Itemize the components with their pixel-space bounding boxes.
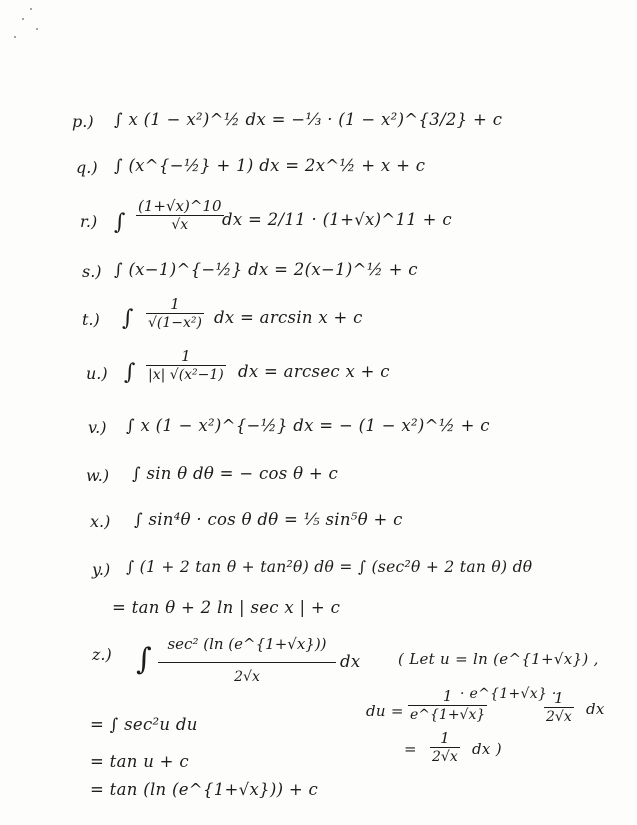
- fraction-bar: [408, 705, 487, 706]
- result-suffix: dx ): [472, 740, 502, 758]
- problem-label: x.): [90, 512, 111, 531]
- problem-label: z.): [92, 645, 112, 664]
- du-fraction-2: [544, 690, 574, 725]
- fraction-denominator: √x: [171, 217, 189, 233]
- fraction-numerator: (1+√x)^10: [138, 197, 222, 215]
- problem-equation: ∫ (1 + 2 tan θ + tan²θ) dθ = ∫ (sec²θ + 2 tan θ) dθ: [126, 558, 533, 576]
- problem-label: s.): [82, 262, 102, 281]
- integral-sign: ∫: [114, 210, 126, 235]
- fraction-denominator: 2√x: [546, 709, 572, 725]
- fraction-denominator: e^{1+√x}: [410, 707, 486, 723]
- paper-speck: [14, 36, 16, 38]
- problem-label: t.): [82, 310, 100, 329]
- solution-step: = tan (ln (e^{1+√x})) + c: [90, 780, 319, 799]
- fraction-numerator: 1: [554, 689, 564, 707]
- fraction-bar: [544, 707, 574, 708]
- fraction-numerator: sec² (ln (e^{1+√x})): [167, 635, 327, 653]
- problem-label: u.): [86, 364, 108, 383]
- substitution-note: ( Let u = ln (e^{1+√x}) ,: [398, 650, 599, 668]
- problem-equation: ∫ x (1 − x²)^{−½} dx = − (1 − x²)^½ + c: [126, 416, 490, 435]
- fraction-denominator: |x| √(x²−1): [148, 367, 224, 383]
- problem-equation: dx = 2/11 · (1+√x)^11 + c: [222, 210, 452, 229]
- du-middle: · e^{1+√x} ·: [460, 686, 557, 702]
- du-prefix: du =: [366, 702, 404, 720]
- problem-equation-continued: = tan θ + 2 ln | sec x | + c: [112, 598, 341, 617]
- paper-speck: [36, 28, 38, 30]
- integral-sign: ∫: [124, 360, 136, 385]
- problem-equation: ∫ x (1 − x²)^½ dx = −⅓ · (1 − x²)^{3/2} + c: [114, 110, 503, 129]
- result-fraction: [430, 730, 460, 765]
- integrand-fraction: [146, 296, 204, 331]
- problem-equation: dx = arcsec x + c: [238, 362, 390, 381]
- solution-step: = tan u + c: [90, 752, 189, 771]
- integral-sign: ∫: [122, 306, 134, 331]
- solution-step: = ∫ sec²u du: [90, 715, 198, 734]
- problem-label: p.): [72, 112, 94, 131]
- fraction-numerator: 1: [442, 687, 453, 705]
- problem-label: w.): [86, 466, 110, 485]
- integrand-fraction: [158, 636, 336, 685]
- fraction-numerator: 1: [181, 347, 191, 365]
- fraction-numerator: 1: [170, 295, 180, 313]
- problem-equation: dx: [340, 652, 361, 671]
- integrand-fraction: [146, 348, 226, 383]
- integrand-fraction: [136, 198, 224, 233]
- problem-equation: ∫ (x−1)^{−½} dx = 2(x−1)^½ + c: [114, 260, 418, 279]
- problem-equation: ∫ sin⁴θ · cos θ dθ = ⅕ sin⁵θ + c: [134, 510, 403, 529]
- problem-label: v.): [88, 418, 107, 437]
- problem-label: q.): [76, 158, 98, 177]
- problem-equation: dx = arcsin x + c: [214, 308, 363, 327]
- equals-sign: =: [404, 740, 417, 758]
- problem-equation: ∫ (x^{−½} + 1) dx = 2x^½ + x + c: [114, 156, 426, 175]
- fraction-bar: [146, 365, 226, 366]
- fraction-bar: [158, 662, 336, 663]
- fraction-denominator: 2√x: [432, 749, 458, 765]
- fraction-bar: [136, 215, 224, 216]
- paper-speck: [22, 18, 24, 20]
- fraction-bar: [146, 313, 204, 314]
- integral-sign: ∫: [136, 642, 152, 677]
- problem-label: r.): [80, 212, 98, 231]
- fraction-bar: [430, 747, 460, 748]
- problem-label: y.): [92, 560, 111, 579]
- fraction-denominator: √(1−x²): [148, 315, 202, 331]
- paper-speck: [30, 8, 32, 10]
- fraction-denominator: 2√x: [234, 669, 260, 685]
- fraction-numerator: 1: [440, 729, 450, 747]
- problem-equation: ∫ sin θ dθ = − cos θ + c: [132, 464, 339, 483]
- du-suffix: dx: [586, 700, 605, 718]
